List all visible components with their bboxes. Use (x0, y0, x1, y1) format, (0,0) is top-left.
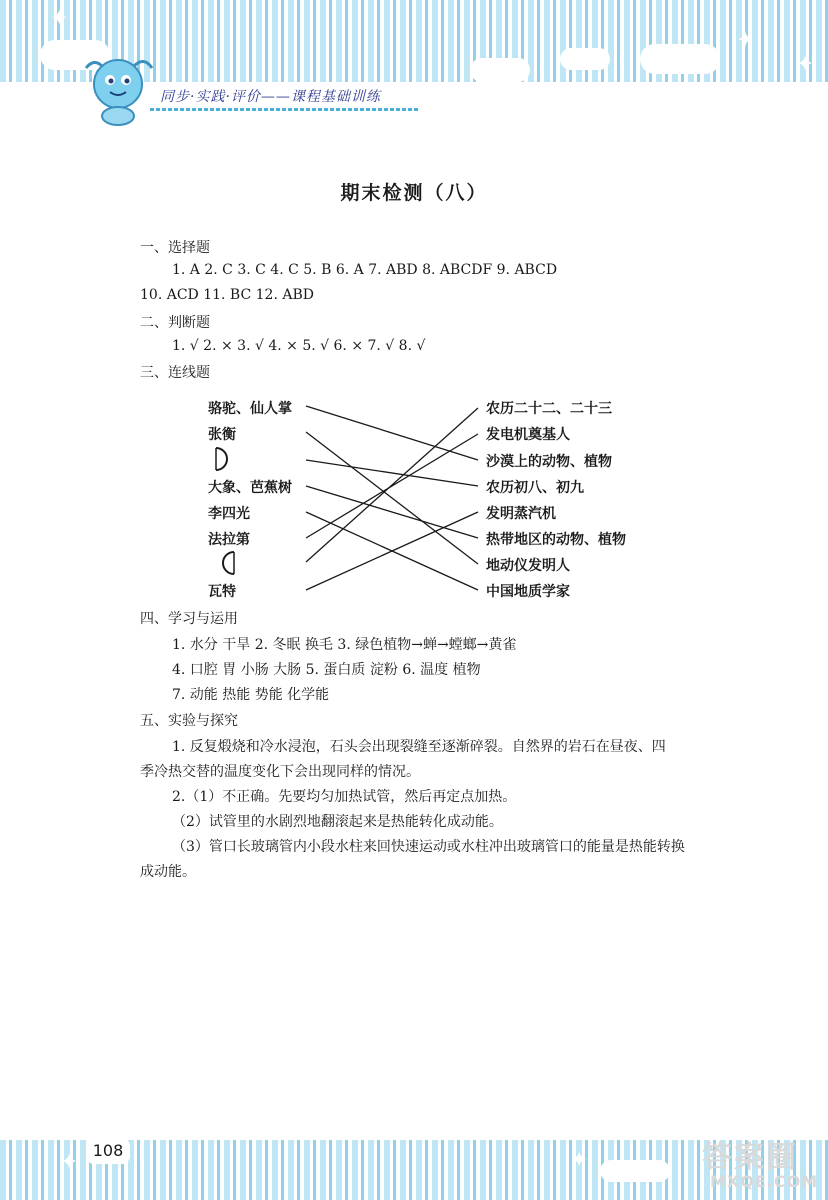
section-heading-experiment: 五、实验与探究 (140, 713, 238, 729)
waning-moon-icon (216, 550, 240, 576)
cloud-decoration (600, 1160, 670, 1182)
cloud-decoration (640, 44, 720, 74)
answers-application-line3: 7. 动能 热能 势能 化学能 (172, 687, 330, 703)
match-right-item: 热带地区的动物、植物 (486, 532, 626, 548)
star-icon: ✦ (796, 52, 815, 77)
answers-judgment-line1: 1. √ 2. × 3. √ 4. × 5. √ 6. × 7. √ 8. √ (172, 338, 426, 354)
section-heading-matching: 三、连线题 (140, 365, 210, 381)
match-left-item: 骆驼、仙人掌 (208, 401, 292, 417)
match-right-item: 沙漠上的动物、植物 (486, 454, 612, 470)
match-line (306, 486, 478, 538)
match-left-item: 李四光 (208, 506, 250, 522)
match-line (306, 406, 478, 460)
watermark-line1: 答案圈 (702, 1140, 798, 1175)
section-heading-judgment: 二、判断题 (140, 315, 210, 331)
match-right-item: 农历二十二、二十三 (486, 401, 612, 417)
match-left-item: 法拉第 (208, 532, 250, 548)
star-icon: ✦ (50, 6, 69, 31)
match-right-item: 中国地质学家 (486, 584, 570, 600)
match-left-item: 张衡 (208, 427, 236, 443)
match-left-item: 瓦特 (208, 584, 236, 600)
answers-experiment-p4a: （3）管口长玻璃管内小段水柱来回快速运动或水柱冲出玻璃管口的能量是热能转换 (172, 839, 685, 855)
match-left-item: 大象、芭蕉树 (208, 480, 292, 496)
match-right-item: 发明蒸汽机 (486, 506, 556, 522)
watermark (696, 1130, 824, 1196)
answers-experiment-p4b: 成动能。 (140, 864, 196, 880)
page-title: 期末检测（八） (340, 182, 488, 204)
star-icon: ✦ (736, 28, 755, 53)
section-heading-choice: 一、选择题 (140, 240, 210, 256)
match-right-item: 发电机奠基人 (486, 427, 570, 443)
answers-application-line2: 4. 口腔 胃 小肠 大肠 5. 蛋白质 淀粉 6. 温度 植物 (172, 662, 481, 678)
header-underline (150, 108, 418, 111)
answers-experiment-p2: 2.（1）不正确。先要均匀加热试管，然后再定点加热。 (172, 789, 517, 805)
answers-experiment-p1a: 1. 反复煅烧和冷水浸泡，石头会出现裂缝至逐渐碎裂。自然界的岩石在昼夜、四 (172, 739, 666, 755)
match-line (306, 512, 478, 590)
answers-choice-line1: 1. A 2. C 3. C 4. C 5. B 6. A 7. ABD 8. ABCDF 9. ABCD (172, 262, 558, 278)
match-right-item: 农历初八、初九 (486, 480, 584, 496)
match-line (306, 408, 478, 562)
series-title: 同步·实践·评价——课程基础训练 (160, 89, 381, 105)
match-line (306, 512, 478, 590)
waxing-moon-icon (210, 446, 234, 472)
answers-experiment-p3: （2）试管里的水剧烈地翻滚起来是热能转化成动能。 (172, 814, 503, 830)
match-line (306, 434, 478, 538)
match-line (306, 460, 478, 486)
cloud-decoration (470, 58, 530, 82)
star-icon: ✦ (60, 1150, 79, 1175)
match-right-item: 地动仪发明人 (486, 558, 570, 574)
page-number: 108 (86, 1138, 130, 1164)
star-icon: ✦ (570, 1148, 589, 1173)
answers-experiment-p1b: 季冷热交替的温度变化下会出现同样的情况。 (140, 764, 420, 780)
answers-application-line1: 1. 水分 干旱 2. 冬眠 换毛 3. 绿色植物→蝉→螳螂→黄雀 (172, 637, 517, 653)
section-heading-application: 四、学习与运用 (140, 611, 238, 627)
mascot-icon (72, 50, 162, 130)
match-line (306, 432, 478, 564)
cloud-decoration (560, 48, 610, 70)
answers-choice-line2: 10. ACD 11. BC 12. ABD (140, 287, 314, 303)
watermark-line2: MXQE.COM (710, 1172, 819, 1191)
